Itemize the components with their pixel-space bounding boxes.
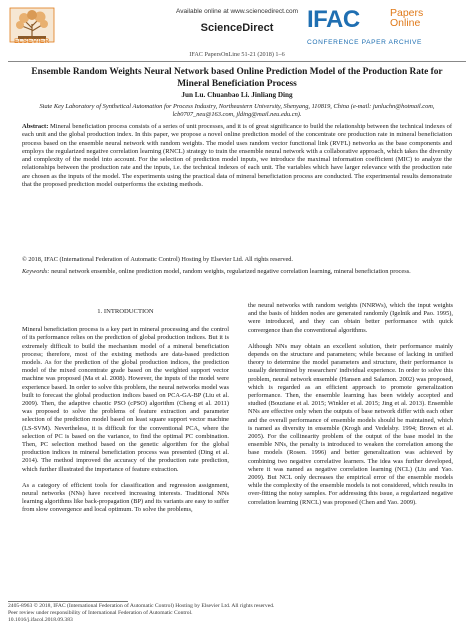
intro-paragraph: the neural networks with random weights (NNRWs), which the input weights and the basis of hidden nodes are generated randomly (Igelnik and Pao. 1995), were introduced, and they can obtain better performance with quick convergence than the conventional algorithms. bbox=[248, 302, 453, 334]
ifac-mark: IFAC bbox=[307, 6, 360, 33]
right-column bbox=[248, 302, 453, 515]
footer-peer-review: Peer review under responsibility of International Federation of Automatic Control. bbox=[8, 610, 193, 616]
copyright-notice: © 2018, IFAC (International Federation of Automatic Control) Hosting by Elsevier Ltd. All rights reserved. bbox=[22, 256, 294, 263]
section-heading-introduction: 1. INTRODUCTION bbox=[97, 308, 154, 315]
conference-archive-label: CONFERENCE PAPER ARCHIVE bbox=[307, 39, 423, 46]
intro-paragraph: Mineral beneficiation process is a key part in mineral processing and the control of its performance relies on the prediction of global production indices. But it is extremely difficult to build the mechanism model of a mineral beneficiation process; therefore, most of the existing methods are data-based prediction models. As for the prediction of the global production indices, the prediction model of the mixed concentrate grade based on the weighted support vector machine was proposed (Ma et al. 2008). However, the inputs of the model were experience based. In order to solve this problem, the neural networks model was built to forecast the global production indices based on PCA-GA-BP (Liu et al. 2009). Then, the adaptive chaotic PSO (cPSO) algorithm (Cheng et al. 2011) was proposed to solve the problems of feature extraction and parameter selection of the prediction model based on least square support vector machine (LS-SVM). Nevertheless, it is difficult for the conventional PCA, where the selection of PC is based on the variance, to find the optimal PC combination. Then, PC selection method based on the genetic algorithm for the global production indices in mineral beneficiation process was presented (Ding et al. 2014). The method improved the accuracy of the production rate prediction, which further illustrated the importance of feature extraction. bbox=[22, 326, 229, 473]
paper-authors: Jun Lu. Chuanbao Li. Jinliang Ding bbox=[181, 91, 293, 99]
abstract-text: Mineral beneficiation process consists of a series of unit processes, and it is of great significance to build the relationship between the technical indexes of each unit and the global production index. In this paper, we propose a novel online prediction model of the concentrate ore production rate in mineral beneficiation process based on the ensemble neural network with random weights. The model uses random vector functional link (RVFL) networks as the base components and employs the regularized negative correlation learning (RNCL) strategy to train the ensemble neural network with a collaborative approach, which takes the diversity and complexity of the model into account. For the selection of prediction model inputs, we introduce the maximal information coefficient (MIC) to analyze the relationships between the production rate and the inputs, i.e. the technical indexes of each unit. The variables which have larger relevance with the production rate are chosen as the inputs of the model. The experiments using the practical data of mineral beneficiation process are conducted. The experimental results demonstrate that the proposed prediction model outperforms the existing methods. bbox=[22, 123, 452, 189]
author-affiliation: State Key Laboratory of Synthetical Automation for Process Industry, Northeastern University, Shenyang, 110819, China (e-mail: junluchn@hotmail.com, lcb0707_neu@163.com, jlding@mail.neu.edu.cn). bbox=[39, 103, 435, 118]
page-header bbox=[0, 0, 474, 62]
page-footer bbox=[8, 603, 468, 624]
ifac-papersonline-logo[interactable] bbox=[307, 6, 472, 50]
keywords bbox=[22, 268, 452, 276]
ifac-papers-online: Papers Online bbox=[390, 7, 424, 29]
footer-doi[interactable]: 10.1016/j.ifacol.2018.09.383 bbox=[8, 617, 73, 623]
sciencedirect-label[interactable]: ScienceDirect bbox=[200, 22, 274, 34]
keywords-label: Keywords: bbox=[22, 268, 50, 275]
intro-paragraph: Although NNs may obtain an excellent solution, their performance mainly depends on the structure and parameters; while because of lacking in unified theory to determine the model parameters and structure, their performance is usually determined by researchers' individual experience. In order to solve this problem, neural network ensemble (Hansen and Salamon. 2002) was proposed, which is regarded as an efficient approach to promote generalization performance. Then, the ensemble learning has been widely accepted and studied (Bouziane et al. 2015; Winkler et al. 2015; Jing et al. 2013). Ensemble NNs are effective only when the outputs of base network differ with each other and the overall performance of ensemble models should be maintained, which is named as diversity in ensemble (Krogh and Vedelsby. 1994; Brown et al. 2005). For the collinearity problem of the output of the base model in the ensemble NNs, the penalty is introduced to weaken the correlation among the base models (Rosen. 1996) and better generalization was achieved by combining two negative correlative learners. The idea was further developed, where it was named as negative correlation learning (NCL) (Liu and Yao. 2009). But NCL only decreases the empirical error of the ensemble models while the complexity of the ensemble models is not considered, which results in over-fitting the noisy samples. For addressing this issue, a regularized negative correlation learning (RNCL) was proposed (Chen and Yao. 2009). bbox=[248, 342, 453, 506]
journal-citation: IFAC PapersOnLine 51-21 (2018) 1–6 bbox=[189, 51, 285, 58]
footer-issn-line: 2405-8963 © 2018, IFAC (International Federation of Automatic Control) Hosting by Elsevier Ltd. All rights reserved. bbox=[8, 603, 275, 609]
abstract bbox=[22, 123, 452, 189]
intro-paragraph: As a category of efficient tools for classification and regression assignment, neural networks (NNs) have received increasing interests. Traditional NNs learning algorithms like back-propagation (BP) and its variants are easy to suffer from slow convergence and local optimum. To solve the problems, bbox=[22, 481, 229, 514]
elsevier-wordmark: ELSEVIER bbox=[14, 38, 50, 45]
paper-title: Ensemble Random Weights Neural Network based Online Prediction Model of the Production Rate for Mineral Beneficiation Process bbox=[31, 67, 443, 89]
keywords-text: neural network ensemble, online prediction model, random weights, regularized negative correlation learning, mineral beneficiation process. bbox=[51, 268, 411, 275]
availability-notice[interactable]: Available online at www.sciencedirect.com bbox=[176, 8, 298, 15]
footer-divider bbox=[8, 601, 128, 602]
header-divider bbox=[8, 61, 466, 62]
abstract-label: Abstract: bbox=[22, 123, 49, 130]
left-column bbox=[22, 308, 229, 523]
